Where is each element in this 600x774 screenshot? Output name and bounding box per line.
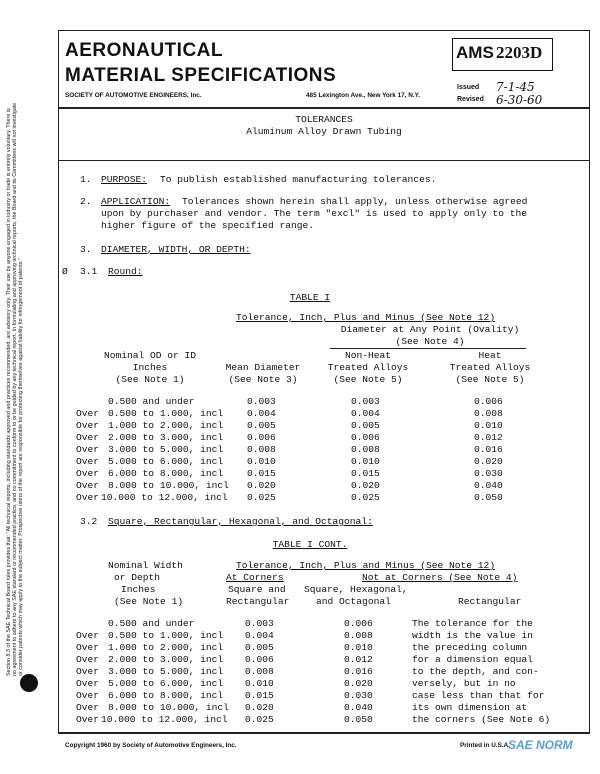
t1-row-range: 1.000 to 2.000, incl <box>108 420 224 431</box>
t2-rect-note-line: the preceding column <box>412 642 528 653</box>
t2-row-range: 10.000 to 12.000, incl <box>101 714 228 725</box>
t2-h-nominal-1: Nominal Width <box>108 560 183 571</box>
t2-row-sq: 0.003 <box>245 618 274 629</box>
t2-h-sq-1: Square and <box>228 584 286 595</box>
s1-heading: PURPOSE: <box>101 174 148 185</box>
side-legal-note <box>0 102 30 680</box>
t2-row-over: Over <box>76 690 100 701</box>
t2-rect-note-line: The tolerance for the <box>412 618 533 629</box>
t1-row-heat: 0.040 <box>474 480 503 491</box>
t1-row-heat: 0.012 <box>474 432 503 443</box>
t1-row-range: 10.000 to 12.000, incl <box>101 492 228 503</box>
t1-row-range: 0.500 and under <box>108 396 195 407</box>
t2-row-hex: 0.020 <box>344 678 373 689</box>
revised-date: 6-30-60 <box>496 93 543 107</box>
t1-row-range: 5.000 to 6.000, incl <box>108 456 224 467</box>
t1-h-nominal-2: Inches <box>132 362 168 373</box>
t2-row-range: 0.500 and under <box>108 618 195 629</box>
sae-norm-watermark: SAE NORM <box>508 738 573 752</box>
t1-row-range: 8.000 to 10.000, incl <box>108 480 229 491</box>
t1-h-non-3: (See Note 5) <box>333 374 403 385</box>
t2-h-nominal-4: (See Note 1) <box>114 596 184 607</box>
side-note-text: Section 8.3 of the SAE Technical Board rules provides that: "All technical reports, including standards approved and practices recommended, are advisory only. Their use by anyone engaged in industry or trade is entirely voluntary. There is no agreement to adhere to any SAE standard or recommended practice, and no commitment to conform to or be guided by any technical report. In formulating and approving technical reports, the Board and its Committees will not investigate or consider patents which may apply to the subject matter. Prospective users of the report are responsible for protecting themselves against liability for infringement of patents." <box>6 102 24 676</box>
t2-row-hex: 0.040 <box>344 702 373 713</box>
t2-not-corners: Not at Corners (See Note 4) <box>362 572 518 583</box>
title-rule <box>58 160 590 161</box>
t1-row-over: Over <box>76 480 100 491</box>
t1-row-mean: 0.008 <box>247 444 276 455</box>
t1-row-over: Over <box>76 420 100 431</box>
table1-title: TABLE I <box>289 292 331 303</box>
t2-row-over: Over <box>76 654 100 665</box>
t2-row-sq: 0.010 <box>245 678 274 689</box>
t1-row-mean: 0.025 <box>247 492 276 503</box>
t1-row-heat: 0.020 <box>474 456 503 467</box>
t1-row-heat: 0.016 <box>474 444 503 455</box>
t1-h-mean-1: Mean Diameter <box>225 362 301 373</box>
t2-row-range: 8.000 to 10.000, incl <box>108 702 229 713</box>
t1-row-non: 0.008 <box>351 444 380 455</box>
t1-h-non-1: Non-Heat <box>344 350 392 361</box>
t2-row-range: 2.000 to 3.000, incl <box>108 654 224 665</box>
t1-row-non: 0.025 <box>351 492 380 503</box>
t2-h-nominal-2: or Depth <box>114 572 161 583</box>
t2-row-range: 0.500 to 1.000, incl <box>108 630 224 641</box>
t1-row-over: Over <box>76 408 100 419</box>
ams-number: 2203D <box>496 43 543 62</box>
t1-row-range: 0.500 to 1.000, incl <box>108 408 224 419</box>
t2-at-corners: At Corners <box>226 572 284 583</box>
s2-num: 2. <box>80 196 92 207</box>
t1-row-over: Over <box>76 468 100 479</box>
t1-row-non: 0.010 <box>351 456 380 467</box>
t2-row-sq: 0.020 <box>245 702 274 713</box>
t2-row-hex: 0.008 <box>344 630 373 641</box>
t2-h-hex-1: Square, Hexagonal, <box>304 584 408 595</box>
society-address: 485 Lexington Ave., New York 17, N.Y. <box>306 92 421 99</box>
t2-row-hex: 0.030 <box>344 690 373 701</box>
t2-row-sq: 0.025 <box>245 714 274 725</box>
s3-num: 3. <box>80 244 92 255</box>
t2-row-hex: 0.010 <box>344 642 373 653</box>
t2-rect-note-line: case less than that for <box>412 690 545 701</box>
footer-copyright: Copyright 1960 by Society of Automotive Engineers, Inc. <box>65 742 237 749</box>
s31-change-mark: Ø <box>62 266 68 277</box>
t1-h-non-2: Treated Alloys <box>327 362 409 373</box>
s3-heading: DIAMETER, WIDTH, OR DEPTH: <box>101 244 251 255</box>
t1-row-non: 0.003 <box>351 396 380 407</box>
t1-h-heat-2: Treated Alloys <box>449 362 531 373</box>
t1-row-non: 0.005 <box>351 420 380 431</box>
title-line-1: AERONAUTICAL <box>65 40 223 61</box>
t1-row-mean: 0.005 <box>247 420 276 431</box>
doc-title-line-2: Aluminum Alloy Drawn Tubing <box>246 126 402 137</box>
t1-row-heat: 0.030 <box>474 468 503 479</box>
t1-row-over: Over <box>76 444 100 455</box>
t1-row-range: 3.000 to 5.000, incl <box>108 444 224 455</box>
t1-h-nominal-3: (See Note 1) <box>115 374 185 385</box>
header-rule <box>58 107 590 109</box>
t1-row-heat: 0.050 <box>474 492 503 503</box>
table1-sub-rule <box>330 348 526 349</box>
t1-row-non: 0.015 <box>351 468 380 479</box>
t2-rect-note-line: its own dimension at <box>412 702 528 713</box>
s2-text-2: upon by purchaser and vendor. The term "excl" is used to apply only to the <box>101 208 528 219</box>
s31-num: 3.1 <box>80 266 98 277</box>
t1-row-over: Over <box>76 432 100 443</box>
t1-row-range: 2.000 to 3.000, incl <box>108 432 224 443</box>
t2-row-hex: 0.050 <box>344 714 373 725</box>
s32-heading: Square, Rectangular, Hexagonal, and Octagonal: <box>108 516 373 527</box>
t2-row-range: 1.000 to 2.000, incl <box>108 642 224 653</box>
ams-label: AMS <box>456 43 494 62</box>
t1-row-heat: 0.010 <box>474 420 503 431</box>
t2-row-sq: 0.015 <box>245 690 274 701</box>
t1-row-mean: 0.020 <box>247 480 276 491</box>
t1-row-non: 0.020 <box>351 480 380 491</box>
t2-row-over: Over <box>76 630 100 641</box>
t1-h-nominal-1: Nominal OD or ID <box>103 350 197 361</box>
s2-heading: APPLICATION: <box>101 196 171 207</box>
table1-diameter-any: Diameter at Any Point (Ovality) <box>340 324 520 335</box>
t2-h-nominal-3: Inches <box>121 584 156 595</box>
t2-row-sq: 0.004 <box>245 630 274 641</box>
t1-row-non: 0.006 <box>351 432 380 443</box>
s2-text-3: higher figure of the specified range. <box>101 220 315 231</box>
title-line-2: MATERIAL SPECIFICATIONS <box>65 65 337 86</box>
t2-row-hex: 0.006 <box>344 618 373 629</box>
t2-row-over: Over <box>76 702 100 713</box>
t2-row-sq: 0.006 <box>245 654 274 665</box>
t1-row-non: 0.004 <box>351 408 380 419</box>
footer-printed: Printed in U.S.A. <box>460 742 511 749</box>
revised-label: Revised <box>457 96 484 103</box>
society-name: SOCIETY OF AUTOMOTIVE ENGINEERS, Inc. <box>65 92 202 99</box>
t2-row-over: Over <box>76 666 100 677</box>
table1-tol-header: Tolerance, Inch, Plus and Minus (See Note 12) <box>236 312 496 323</box>
hole-punch-mark <box>20 674 38 692</box>
t2-rect-note-line: width is the value in <box>412 630 533 641</box>
t2-row-over: Over <box>76 678 100 689</box>
t2-row-over: Over <box>76 642 100 653</box>
s1-num: 1. <box>80 174 92 185</box>
t2-h-sq-2: Rectangular <box>226 596 290 607</box>
t1-row-mean: 0.006 <box>247 432 276 443</box>
t1-row-heat: 0.008 <box>474 408 503 419</box>
t1-row-over: Over <box>76 456 100 467</box>
t2-row-range: 5.000 to 6.000, incl <box>108 678 224 689</box>
t2-rect-note-line: versely, but in no <box>412 678 516 689</box>
t2-row-sq: 0.008 <box>245 666 274 677</box>
footer-rule <box>58 732 590 734</box>
t2-h-hex-2: and Octagonal <box>316 596 391 607</box>
t2-row-hex: 0.016 <box>344 666 373 677</box>
s2-text-1: Tolerances shown herein shall apply, unless otherwise agreed <box>182 196 528 207</box>
table1-diameter-note: (See Note 4) <box>395 336 465 347</box>
issued-label: Issued <box>457 84 480 91</box>
s1-text: To publish established manufacturing tolerances. <box>160 174 437 185</box>
t1-row-mean: 0.015 <box>247 468 276 479</box>
table2-tol-header: Tolerance, Inch, Plus and Minus (See Note 12) <box>236 560 496 571</box>
t1-row-mean: 0.004 <box>247 408 276 419</box>
t1-row-mean: 0.010 <box>247 456 276 467</box>
t2-row-range: 6.000 to 8.000, incl <box>108 690 224 701</box>
t2-row-range: 3.000 to 5.000, incl <box>108 666 224 677</box>
doc-title-line-1: TOLERANCES <box>295 114 353 125</box>
t2-row-sq: 0.005 <box>245 642 274 653</box>
t2-row-hex: 0.012 <box>344 654 373 665</box>
t1-row-range: 6.000 to 8.000, incl <box>108 468 224 479</box>
s31-heading: Round: <box>108 266 143 277</box>
t2-rect-note-line: the corners (See Note 6) <box>412 714 551 725</box>
s32-num: 3.2 <box>80 516 98 527</box>
t2-row-over: Over <box>76 714 100 725</box>
t1-h-heat-1: Heat <box>478 350 502 361</box>
issued-date: 7-1-45 <box>496 80 535 94</box>
t1-row-over: Over <box>76 492 100 503</box>
t1-h-heat-3: (See Note 5) <box>455 374 525 385</box>
t2-h-rect: Rectangular <box>458 596 522 607</box>
t1-row-mean: 0.003 <box>247 396 276 407</box>
t2-rect-note-line: for a dimension equal <box>412 654 533 665</box>
t2-rect-note-line: to the depth, and con- <box>412 666 539 677</box>
table2-title: TABLE I CONT. <box>272 539 348 550</box>
t1-h-mean-2: (See Note 3) <box>228 374 298 385</box>
t1-row-heat: 0.006 <box>474 396 503 407</box>
